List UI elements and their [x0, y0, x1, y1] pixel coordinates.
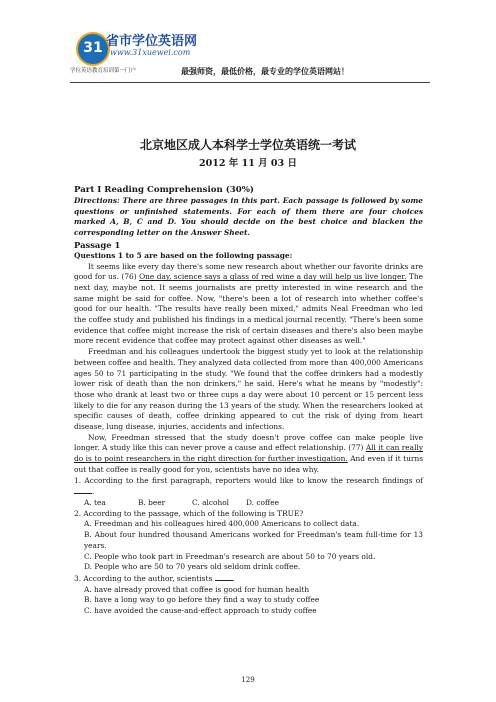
directions: Directions: There are three passages in this part. Each passage is followed by some questions or unfinished statements. For each of them there are four choices marked A, B, C and D. You should decide on the best choice and blacken the corresponding letter on the Answer Sheet.: [74, 196, 423, 238]
paragraph-1-text: It seems like every day there's some new research about whether our favorite drinks are good for us. (76): [74, 261, 423, 282]
option: A. Freedman and his colleagues hired 400,000 Americans to collect data.: [84, 519, 360, 529]
document-body: [74, 180, 423, 617]
site-name: 省市学位英语网: [106, 34, 198, 49]
translation-sentence-76: One day, science says a glass of red wine a day will help us live longer.: [139, 272, 407, 282]
paragraph-2: Freedman and his colleagues undertook the biggest study yet to look at the relationship between coffee and health. They analyzed data collected from more than 400,000 Americans ages 50 to 71 participating in the study. "We found that the coffee drinkers had a modestly lower risk of death than the non drinkers," he said. Here's what he means by "modestly": those who drank at least two or three cups a day were about 10 percent or 15 percent less likely to die for any reason during the 13 years of the study. When the researchers looked at specific causes of death, coffee drinking appeared to cut the risk of dying from heart disease, lung disease, injuries, accidents and infections.: [74, 347, 423, 432]
page-number: 129: [241, 676, 255, 684]
paragraph-3-text: Now, Freedman stressed that the study doesn't prove coffee can make people live longer. A study like this can never prove a cause and effect relationship. (77): [74, 432, 423, 453]
paragraph-3: [74, 433, 423, 476]
answer-blank: [74, 486, 92, 494]
option: D. People who are 50 to 70 years old seldom drink coffee.: [84, 562, 301, 572]
question-3: 3. According to the author, scientists .: [74, 573, 235, 583]
option: C. People who took part in Freedman's research are about 50 to 70 years old.: [84, 551, 376, 561]
question-1-stem: 1. According to the first paragraph, reporters would like to know the research findings of: [74, 475, 423, 485]
paragraph-1-text-cont: The next day, maybe not. It seems journalists are pretty interested in wine research and the same might be said for coffee. Now, "there's been a lot of research into whether coffee's good for our health. "The results have really been mixed," admits Neal Freedman who led the coffee study and published his findings in a medical journal recently. "There's been some evidence that coffee might increase the risk of certain diseases and there's also been maybe more recent evidence that coffee may protect against other diseases as well.": [74, 272, 423, 346]
option: A. tea: [84, 497, 106, 507]
option: C. have avoided the cause-and-effect approach to study coffee: [84, 606, 317, 616]
paragraph-3-text-cont: And even if it turns out that coffee is really good for you, scientists have no idea why.: [74, 454, 423, 474]
option: C. alcohol: [192, 497, 230, 507]
header-divider: [70, 82, 430, 83]
option: B. beer: [138, 497, 166, 507]
answer-blank: [215, 573, 233, 581]
questions-intro: Questions 1 to 5 are based on the following passage:: [74, 250, 293, 260]
site-subtitle: 学位英语教育培训第一门户: [70, 68, 137, 74]
question-3-stem: 3. According to the author, scientists: [74, 573, 213, 583]
exam-title: 北京地区成人本科学士学位英语统一考试: [139, 138, 356, 152]
site-logo-icon: [76, 32, 110, 66]
option: D. coffee: [246, 497, 279, 507]
option: B. have a long way to go before they find a way to study coffee: [84, 595, 320, 605]
part-heading: Part I Reading Comprehension (30%): [74, 185, 254, 195]
site-slogan: 最强师资，最低价格，最专业的学位英语网站！: [181, 67, 349, 76]
passage-title: Passage 1: [74, 239, 121, 250]
option: B. About four hundred thousand Americans worked for Freedman's team full-time for 13 years.: [84, 530, 423, 550]
translation-sentence-77: All it can really do is to point researchers in the right direction for further investigation.: [74, 443, 423, 464]
logo-number: 31: [83, 40, 103, 56]
option: A. have already proved that coffee is good for human health: [84, 584, 310, 594]
site-url[interactable]: www.31xuewei.com: [110, 48, 191, 57]
site-header: [70, 28, 430, 80]
question-1: 1. According to the first paragraph, reporters would like to know the research findings of .: [74, 475, 423, 497]
paragraph-1: [74, 262, 423, 348]
question-1-options: [74, 498, 423, 509]
exam-date: 2012 年 11 月 03 日: [199, 158, 297, 169]
question-2: 2. According to the passage, which of the following is TRUE?: [74, 508, 304, 518]
